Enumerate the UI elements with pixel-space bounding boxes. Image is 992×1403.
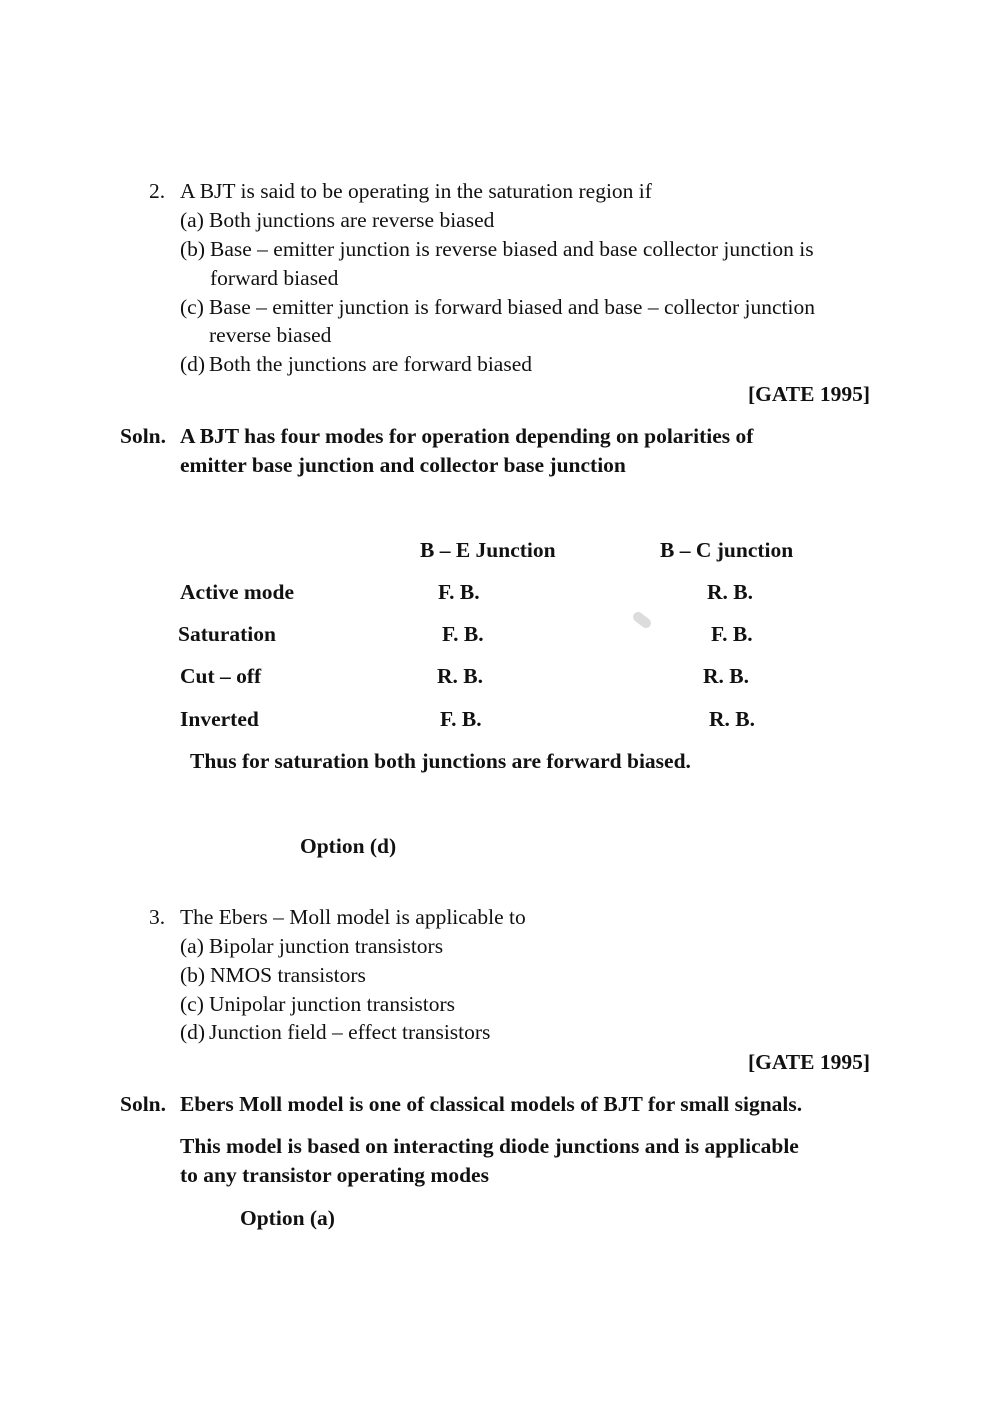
option-label: (b) <box>180 963 206 987</box>
solution-text: to any transistor operating modes <box>180 1163 489 1187</box>
option-label: (d) <box>180 1020 206 1044</box>
answer-option: Option (d) <box>300 834 397 858</box>
option-text: NMOS transistors <box>210 963 366 987</box>
table-row-be: F. B. <box>442 622 484 646</box>
option-text-continued: forward biased <box>210 266 339 290</box>
solution-text: Ebers Moll model is one of classical models of BJT for small signals. <box>180 1092 803 1116</box>
solution-text: A BJT has four modes for operation depending on polarities of <box>180 424 754 448</box>
question-stem: The Ebers – Moll model is applicable to <box>180 905 526 929</box>
option-text: Both junctions are reverse biased <box>209 208 495 232</box>
option-label: (d) <box>180 352 206 376</box>
option-text: Junction field – effect transistors <box>209 1020 491 1044</box>
solution-text: emitter base junction and collector base junction <box>180 453 626 477</box>
table-row-bc: R. B. <box>703 664 749 688</box>
table-row-bc: R. B. <box>707 580 753 604</box>
table-row-mode: Cut – off <box>180 664 262 688</box>
exam-source: [GATE 1995] <box>747 382 870 406</box>
option-label: (a) <box>180 208 204 232</box>
option-label: (b) <box>180 237 206 261</box>
table-row-bc: R. B. <box>709 707 755 731</box>
answer-option: Option (a) <box>240 1206 335 1230</box>
solution-label: Soln. <box>120 1092 167 1116</box>
option-label: (c) <box>180 295 204 319</box>
table-header-be: B – E Junction <box>420 538 556 562</box>
solution-text: This model is based on interacting diode junctions and is applicable <box>180 1134 799 1158</box>
question-number: 2. <box>149 179 166 203</box>
option-text-continued: reverse biased <box>209 323 332 347</box>
option-text: Base – emitter junction is reverse biased and base collector junction is <box>210 237 814 261</box>
option-label: (c) <box>180 992 204 1016</box>
option-text: Base – emitter junction is forward biased and base – collector junction <box>209 295 815 319</box>
table-row-mode: Saturation <box>178 622 276 646</box>
option-text: Bipolar junction transistors <box>209 934 444 958</box>
solution-label: Soln. <box>120 424 167 448</box>
table-row-mode: Active mode <box>180 580 295 604</box>
option-text: Unipolar junction transistors <box>209 992 456 1016</box>
option-label: (a) <box>180 934 204 958</box>
table-row-mode: Inverted <box>180 707 259 731</box>
table-row-be: F. B. <box>440 707 482 731</box>
question-stem: A BJT is said to be operating in the saturation region if <box>180 179 652 203</box>
scan-smudge <box>631 610 653 630</box>
question-number: 3. <box>149 905 166 929</box>
option-text: Both the junctions are forward biased <box>209 352 533 376</box>
solution-conclusion: Thus for saturation both junctions are forward biased. <box>190 749 691 773</box>
exam-source: [GATE 1995] <box>747 1050 870 1074</box>
table-header-bc: B – C junction <box>660 538 794 562</box>
table-row-be: R. B. <box>437 664 483 688</box>
table-row-bc: F. B. <box>711 622 753 646</box>
table-row-be: F. B. <box>438 580 480 604</box>
